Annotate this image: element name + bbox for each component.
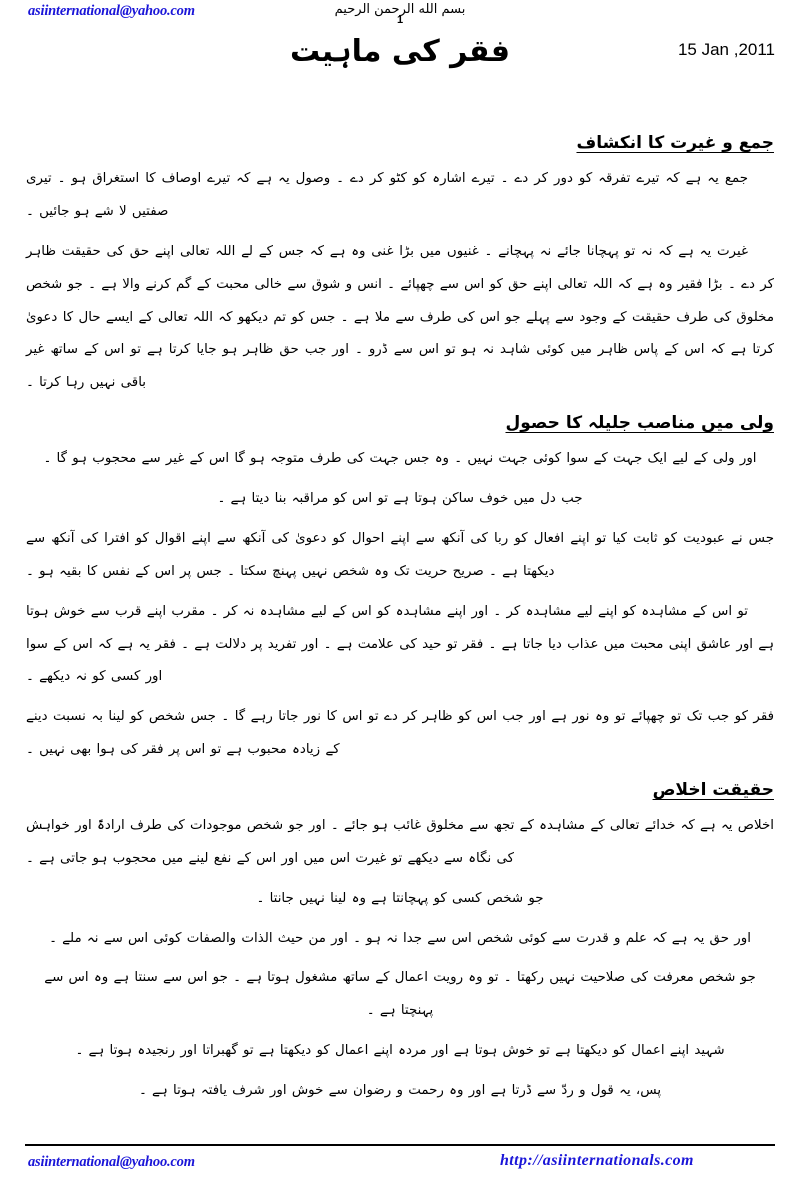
paragraph: شہید اپنے اعمال کو دیکھتا ہے تو خوش ہوتا ہے اور مردہ اپنے اعمال کو دیکھتا ہے تو گھبراتا اور رنجیدہ ہوتا ہے ۔	[75, 1043, 725, 1059]
paragraph: اخلاص یہ ہے کہ خدائے تعالی کے مشاہدہ کے تجھ سے مخلوق غائب ہو جائے ۔ اور جو شخص موجودات کی طرف ارادۃً اور خواہش کی نگاہ سے دیکھے تو غیرت اس میں اور اس کے نفع لینے میں محجوب ہو جاتی ہے ۔	[26, 818, 774, 866]
document-date: 15 Jan ,2011	[677, 40, 775, 59]
footer-divider	[25, 1144, 775, 1146]
paragraph: جس نے عبودیت کو ثابت کیا تو اپنے افعال کو ربا کی آنکھ سے اپنے احوال کو دعویٰ کی آنکھ سے اپنے اقوال کو افترا کی آنکھ سے دیکھتا ہے ۔ صریح حریت تک وہ شخص نہیں پہنچ سکتا ۔ جس پر اس کے نفس کا بقیہ ہو ۔	[26, 530, 774, 579]
document-title: فقر کی ماہیت	[289, 34, 510, 69]
page-footer	[0, 1138, 800, 1200]
footer-website-url[interactable]: http://asiinternationals.com	[500, 1152, 694, 1169]
page-number: 1	[396, 14, 404, 26]
paragraph: غیرت یہ ہے کہ نہ تو پہچانا جائے نہ پہچانے ۔ غنیوں میں بڑا غنی وہ ہے کہ جس کے لے اللہ تعالی اپنے حق کی حقیقت ظاہر کر دے ۔ بڑا فقیر وہ ہے کہ اللہ تعالی اپنے حق کو اس سے چھپائے ۔ انس و شوق سے خالی محبت کے گم کرنے والا ہے ۔ جو شخص مخلوق کی طرف حقیقت کے وجود سے پہلے جو اس کی طرف سے ملا ہے ۔ جس کو تم دیکھو کہ اللہ تعالی کے ایسے حال کا دعویٰ کرتا ہے کہ اس کے پاس ظاہر میں کوئی شاہد نہ ہو تو اس سے ڈرو ۔ اور جب حق ظاہر ہو جایا کرتا ہے تو اس کے ساتھ غیر باقی نہیں رہا کرتا ۔	[26, 243, 774, 391]
document-content	[0, 130, 800, 1108]
paragraph: تو اس کے مشاہدہ کو اپنے لیے مشاہدہ کر ۔ اور اپنے مشاہدہ کو اس کے لیے مشاہدہ نہ کر ۔ مقرب اپنے قرب سے خوش ہوتا ہے اور عاشق اپنی محبت میں عذاب دیا جاتا ہے ۔ فقر تو حید کی علامت ہے ۔ اور تفرید پر دلالت ہے ۔ فقر یہ ہے کہ اس کے سوا اور کسی کو نہ دیکھے ۔	[26, 603, 774, 685]
paragraph: پس، یہ قول و ردّ سے ڈرتا ہے اور وہ رحمت و رضوان سے خوش اور شرف یافتہ ہوتا ہے ۔	[138, 1082, 662, 1098]
paragraph: جمع یہ ہے کہ تیرے تفرقہ کو دور کر دے ۔ تیرے اشارہ کو کٹو کر دے ۔ وصول یہ ہے کہ تیرے اوصاف کا استغراق ہو ۔ تیری صفتیں لا شے ہو جائیں ۔	[26, 171, 748, 220]
paragraph: جو شخص معرفت کی صلاحیت نہیں رکھتا ۔ تو وہ رویت اعمال کے ساتھ مشغول ہوتا ہے ۔ جو اس سے سنتا ہے وہ اس سے پہنچتا ہے ۔	[44, 970, 756, 1019]
bismillah-text: بسم الله الرحمن الرحيم	[334, 2, 466, 17]
page-header	[0, 0, 800, 120]
paragraph: اور ولی کے لیے ایک جہت کے سوا کوئی جہت نہیں ۔ وہ جس جہت کی طرف متوجہ ہو گا اس کے غیر سے محجوب ہو گا ۔	[43, 451, 757, 467]
document-body	[0, 120, 800, 1115]
section-heading-wali-manasib-jalila: ولی میں مناصب جلیلہ کا حصول	[505, 413, 774, 434]
paragraph: فقر کو جب تک تو چھپائے تو وہ نور ہے اور جب اس کو ظاہر کر دے تو اس کا نور جاتا رہے گا ۔ جس شخص کو لینا بہ نسبت دینے کے زیادہ محبوب ہے تو اس پر فقر کی ہوا بھی نہیں ۔	[26, 709, 774, 758]
paragraph: جب دل میں خوف ساکن ہوتا ہے تو اس کو مراقبہ بنا دیتا ہے ۔	[217, 491, 583, 507]
paragraph: اور حق یہ ہے کہ علم و قدرت سے کوئی شخص اس سے جدا نہ ہو ۔ اور من حیث الذات والصفات کوئی اس سے نہ ملے ۔	[49, 930, 751, 946]
section-heading-jama-o-ghairat: جمع و غیرت کا انکشاف	[576, 133, 774, 153]
header-email-address: asiinternational@yahoo.com	[28, 3, 195, 19]
section-heading-haqiqat-ikhlas: حقیقت اخلاص	[652, 779, 774, 800]
footer-email-address[interactable]: asiinternational@yahoo.com	[28, 1154, 195, 1170]
paragraph: جو شخص کسی کو پہچانتا ہے وہ لینا نہیں جانتا ۔	[256, 890, 544, 906]
